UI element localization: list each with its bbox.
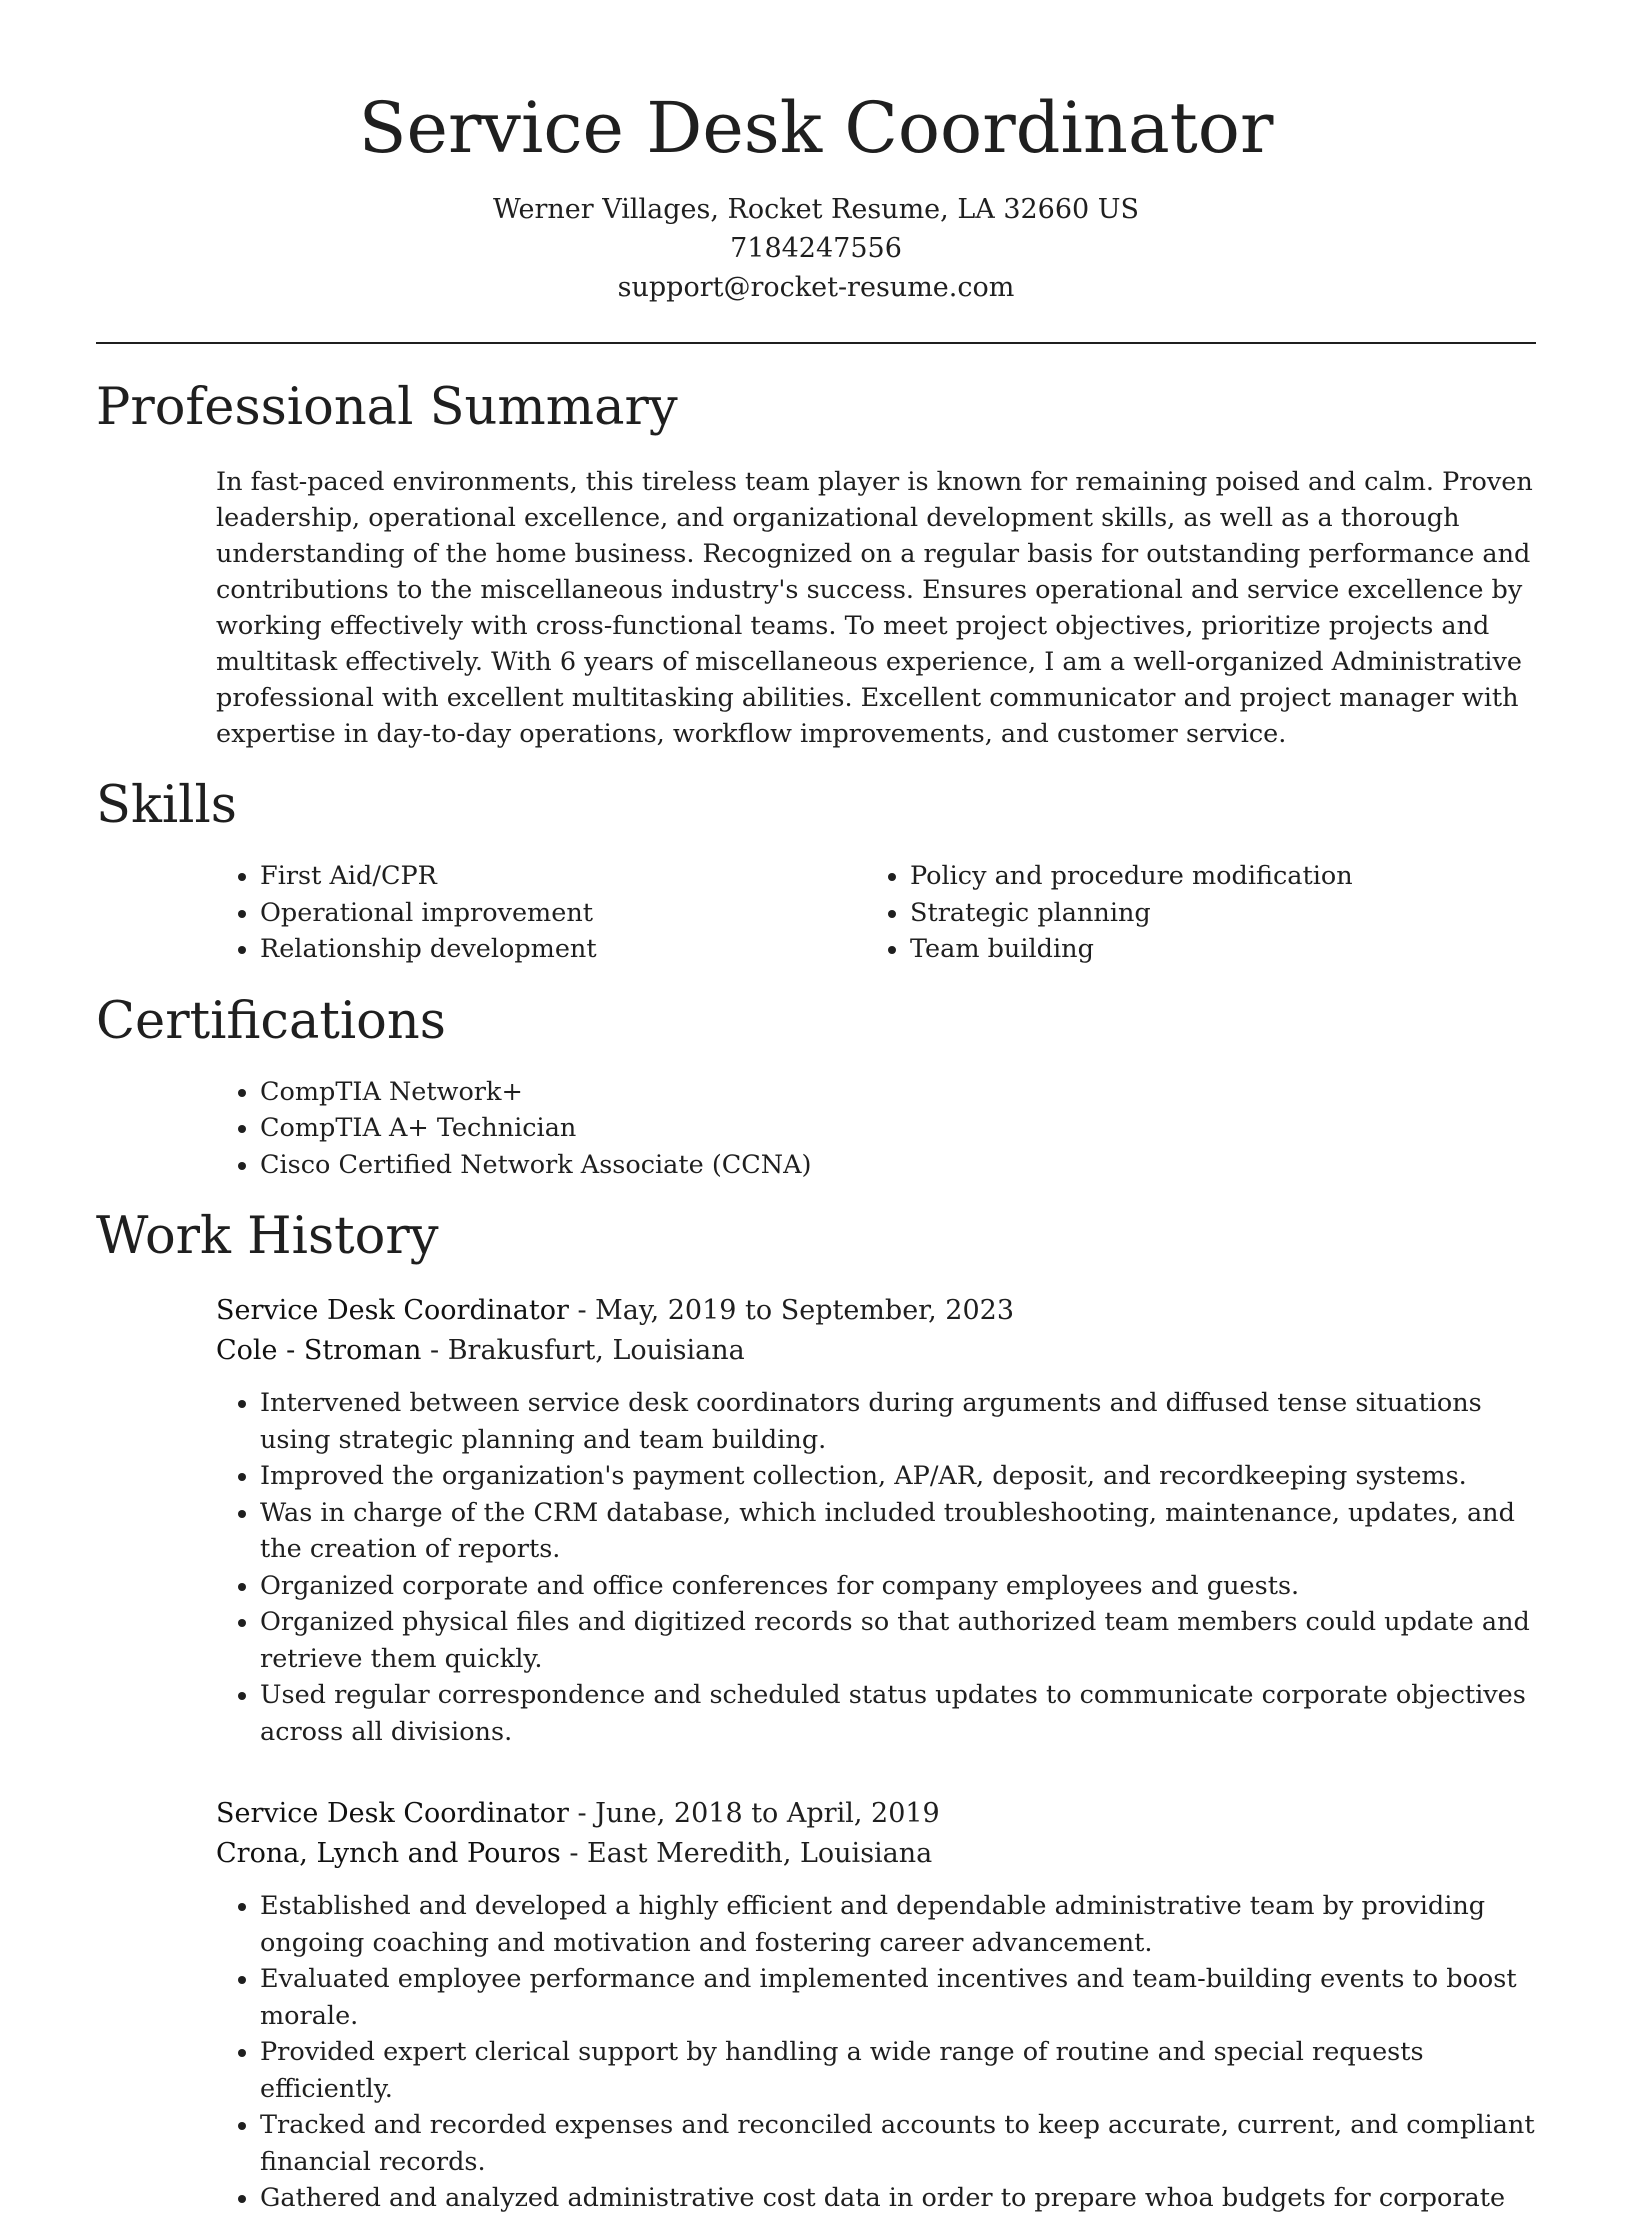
certifications-section (96, 990, 1536, 1184)
resume-header (0, 0, 1632, 307)
job-entry (216, 1291, 1536, 1750)
skill-item: • Policy and procedure modification (910, 858, 1536, 895)
job-bullet: • Evaluated employee performance and implemented incentives and team-building events to boost morale. (260, 1961, 1536, 2034)
job-company: Cole - Stroman (216, 1335, 422, 1366)
job-role: Service Desk Coordinator (216, 1295, 569, 1326)
contact-email: support@rocket-resume.com (617, 272, 1015, 303)
job-bullet: • Organized physical files and digitized records so that authorized team members could update and retrieve them quickly. (260, 1604, 1536, 1677)
work-history-section (96, 1205, 1536, 2217)
skills-heading: Skills (96, 776, 237, 835)
certification-item: • CompTIA A+ Technician (260, 1110, 1536, 1147)
skill-item: • First Aid/CPR (260, 858, 866, 895)
skill-item: • Operational improvement (260, 895, 866, 932)
job-entry (216, 1794, 1536, 2217)
skill-item: • Relationship development (260, 931, 866, 968)
job-dates: - May, 2019 to September, 2023 (568, 1295, 1014, 1326)
job-bullet: • Used regular correspondence and scheduled status updates to communicate corporate objectives across all divisions. (260, 1677, 1536, 1750)
contact-info (0, 190, 1632, 307)
job-title-line (216, 1794, 1536, 1834)
job-bullet: • Organized corporate and office conferences for company employees and guests. (260, 1568, 1536, 1605)
job-company: Crona, Lynch and Pouros (216, 1838, 561, 1869)
job-bullet: • Was in charge of the CRM database, which included troubleshooting, maintenance, updates, and the creation of reports. (260, 1495, 1536, 1568)
job-bullet: • Intervened between service desk coordinators during arguments and diffused tense situations using strategic planning and team building. (260, 1385, 1536, 1458)
contact-phone: 7184247556 (730, 233, 902, 264)
resume-name: Service Desk Coordinator (358, 87, 1274, 169)
skills-list-left (216, 858, 866, 968)
skills-list-right (866, 858, 1536, 968)
skills-grid (216, 858, 1536, 968)
certification-item: • CompTIA Network+ (260, 1074, 1536, 1111)
job-bullet: • Tracked and recorded expenses and reconciled accounts to keep accurate, current, and compliant financial records. (260, 2107, 1536, 2180)
work-history-heading: Work History (96, 1207, 439, 1266)
summary-text: In fast-paced environments, this tireless team player is known for remaining poised and calm. Proven leadership, operational excellence, and organizational development skills, as well as a thorough understanding of the home business. Recognized on a regular basis for outstanding performance and contributions to the miscellaneous industry's success. Ensures operational and service excellence by working effectively with cross-functional teams. To meet project objectives, prioritize projects and multitask effectively. With 6 years of miscellaneous experience, I am a well-organized Administrative professional with excellent multitasking abilities. Excellent communicator and project manager with expertise in day-to-day operations, workflow improvements, and customer service. (216, 467, 1533, 749)
certification-item: • Cisco Certified Network Associate (CCNA) (260, 1147, 1536, 1184)
job-location: - Brakusfurt, Louisiana (421, 1335, 745, 1366)
job-dates: - June, 2018 to April, 2019 (568, 1798, 940, 1829)
skills-section (96, 774, 1536, 968)
certifications-list (216, 1074, 1536, 1184)
job-bullet: • Established and developed a highly efficient and dependable administrative team by providing ongoing coaching and motivation and fostering career advancement. (260, 1888, 1536, 1961)
job-company-line (216, 1834, 1536, 1874)
job-bullet: • Provided expert clerical support by handling a wide range of routine and special requests efficiently. (260, 2034, 1536, 2107)
job-bullet: • Improved the organization's payment collection, AP/AR, deposit, and recordkeeping systems. (260, 1458, 1536, 1495)
job-bullets (216, 1888, 1536, 2217)
job-company-line (216, 1331, 1536, 1371)
job-location: - East Meredith, Louisiana (560, 1838, 933, 1869)
job-bullets (216, 1385, 1536, 1750)
resume-content (96, 376, 1536, 2217)
job-bullet: • Gathered and analyzed administrative cost data in order to prepare whoa budgets for corporate (260, 2180, 1536, 2217)
job-title-line (216, 1291, 1536, 1331)
certifications-heading: Certifications (96, 991, 446, 1051)
summary-heading: Professional Summary (96, 378, 678, 437)
job-role: Service Desk Coordinator (216, 1798, 569, 1829)
header-divider (96, 342, 1536, 344)
contact-address: Werner Villages, Rocket Resume, LA 32660 US (492, 194, 1140, 225)
skill-item: • Team building (910, 931, 1536, 968)
summary-section (96, 376, 1536, 752)
skill-item: • Strategic planning (910, 895, 1536, 932)
